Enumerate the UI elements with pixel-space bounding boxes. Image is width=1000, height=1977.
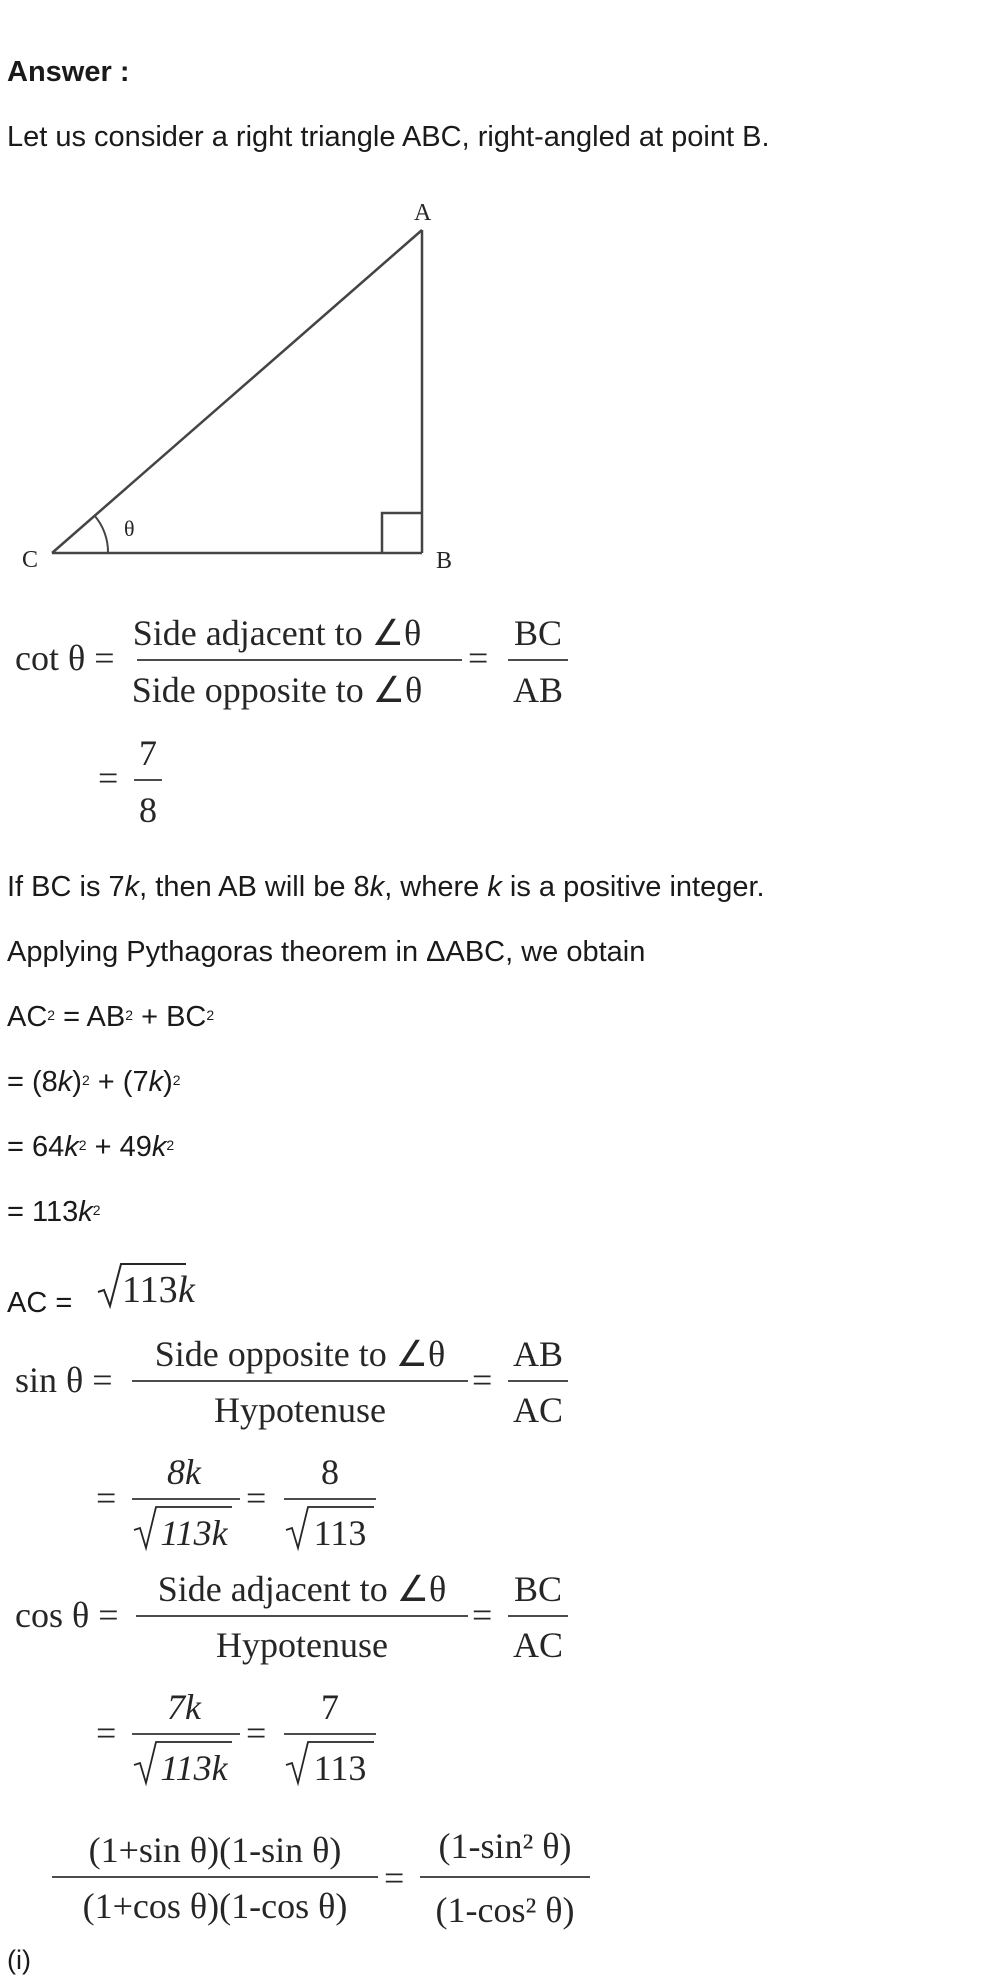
ac-label: AC = [7, 1287, 73, 1319]
sin-eq-sign-3: = [246, 1478, 267, 1518]
sin-equation [15, 1334, 568, 1553]
vertex-a-label: A [414, 200, 432, 226]
cos-den1: Hypotenuse [216, 1625, 388, 1665]
cos-eq-sign-2: = [96, 1713, 117, 1753]
part-i-eq-sign: = [384, 1858, 405, 1898]
step-3: = $64k^2 + 49k^2$ [7, 1131, 175, 1163]
cot-num2: BC [513, 613, 563, 653]
part-i-equation [52, 1826, 590, 1930]
sin-den1: Hypotenuse [214, 1390, 386, 1430]
part-i-den1: (1+cos θ)(1-cos θ) [82, 1886, 348, 1926]
bc-ab-statement: If BC is 7k, then AB will be 8k, where k is a positive integer. [7, 871, 765, 903]
cos-den3: 113k [160, 1748, 228, 1788]
part-i-num2: (1-sin² θ) [438, 1826, 572, 1866]
cot-den3: 8 [139, 790, 157, 830]
ac-k: k [178, 1269, 195, 1311]
cos-num4: 7 [321, 1687, 339, 1727]
cos-eq-sign-3: = [246, 1713, 267, 1753]
cos-num1: Side adjacent to ∠θ [157, 1569, 447, 1609]
pythagoras-statement: Applying Pythagoras theorem in ΔABC, we obtain [7, 936, 646, 968]
sin-den2: AC [512, 1390, 564, 1430]
sin-num2: AB [512, 1334, 564, 1374]
cos-eq-sign: = [472, 1595, 493, 1635]
sin-num1: Side opposite to ∠θ [154, 1334, 446, 1374]
cos-num3: 7k [167, 1687, 201, 1727]
step-1: $AC^2 = AB^2 + BC^2$ [7, 1001, 215, 1033]
sin-eq-sign-2: = [96, 1478, 117, 1518]
sin-lhs: sin θ = [15, 1360, 113, 1400]
cot-eq-sign-2: = [98, 758, 119, 798]
cot-num3: 7 [139, 733, 157, 773]
cos-lhs: cos θ = [15, 1595, 119, 1635]
part-i-den2: (1-cos² θ) [435, 1890, 575, 1930]
cot-lhs: cot θ = [15, 638, 115, 678]
part-i-label: (i) [7, 1945, 31, 1975]
cot-num1: Side adjacent to ∠θ [132, 613, 422, 653]
cos-den4: 113 [313, 1748, 367, 1788]
cot-den2: AB [512, 670, 564, 710]
sin-num4: 8 [321, 1452, 339, 1492]
intro-text: Let us consider a right triangle ABC, right-angled at point B. [7, 121, 770, 153]
step-2: = $(8k)^2 + (7k)^2$ [7, 1066, 181, 1098]
angle-theta-label: θ [124, 516, 135, 541]
sin-den3: 113k [160, 1513, 228, 1553]
cos-den2: AC [512, 1625, 564, 1665]
answer-heading: Answer : [7, 56, 130, 88]
step-4: = $113k^2$ [7, 1196, 101, 1228]
part-i-num1: (1+sin θ)(1-sin θ) [88, 1830, 342, 1870]
ac-sqrt [98, 1264, 196, 1311]
sin-eq-sign: = [472, 1360, 493, 1400]
cos-equation [15, 1569, 568, 1788]
cot-den1: Side opposite to ∠θ [131, 670, 423, 710]
cos-num2: BC [513, 1569, 563, 1609]
vertex-c-label: C [22, 547, 39, 573]
vertex-b-label: B [436, 548, 453, 574]
cot-eq-sign: = [468, 638, 489, 678]
sin-num3: 8k [167, 1452, 201, 1492]
ac-radicand: 113 [122, 1269, 178, 1311]
sin-den4: 113 [313, 1513, 367, 1553]
